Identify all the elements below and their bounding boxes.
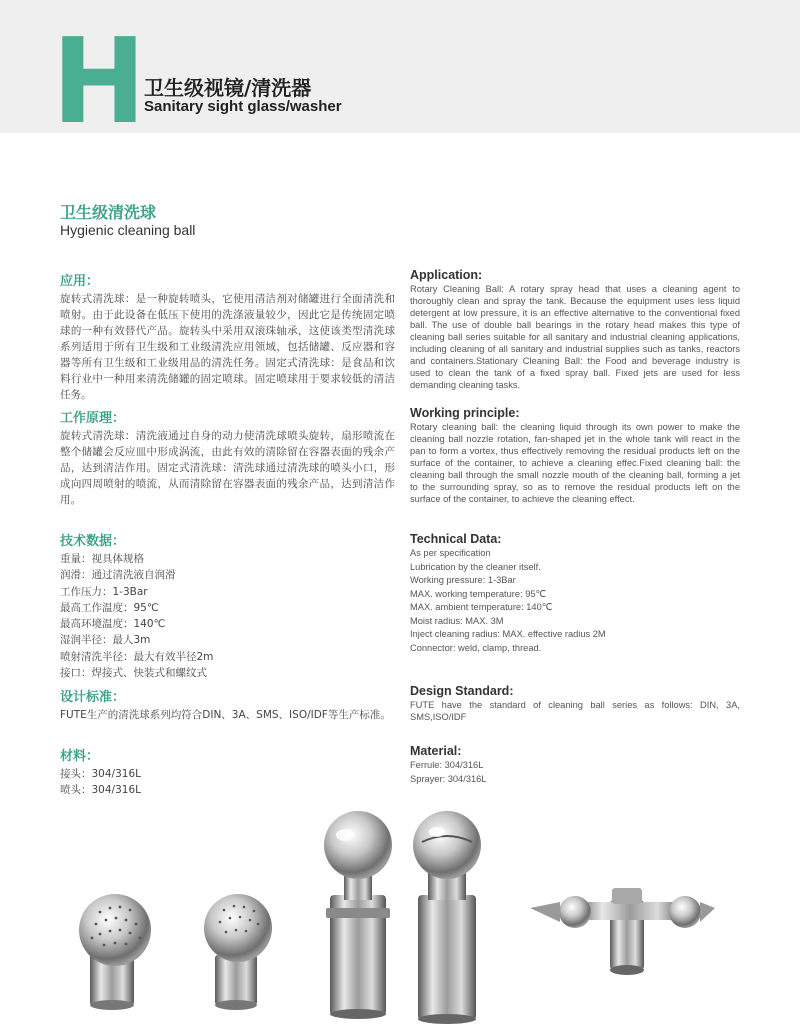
technical-item-cn: 接口：焊接式、快装式和螺纹式	[60, 667, 207, 680]
fixed-spray-ball-1	[79, 894, 151, 1010]
technical-item-en: MAX. working temperature: 95℃	[410, 588, 547, 599]
working-cn	[60, 407, 395, 508]
rotary-spray-ball-1	[324, 811, 392, 1019]
material-item-en: Sprayer: 304/316L	[410, 773, 487, 784]
material-heading-en: Material:	[410, 744, 462, 758]
application-cn	[60, 270, 395, 403]
technical-cn	[60, 530, 395, 681]
application-text-en: Rotary Cleaning Ball: A rotary spray head that uses a cleaning agent to thoroughly clean and spray the tank. Because the equipment uses less liquid detergent at low pressure, it is an effective alternative to the conventional fixed ball. The use of double ball bearings in the rotary head makes this type of cleaning ball series suitable for all sanitary and industrial cleaning applications, including cleaning of all sanitary and industrial supplies such as tanks, reactors and containers.Stationary Cleaning Ball: the Food and beverage industry is used to clean the tank of a fixed spray ball. Fixed jets are used for less demanding cleaning tasks.	[410, 284, 740, 390]
design-heading-cn: 设计标准：	[60, 690, 126, 705]
technical-item-cn: 重量：视具体规格	[60, 553, 144, 565]
material-item-cn: 接头：304/316L	[60, 768, 141, 780]
technical-item-cn: 湿润半径：最人3m	[60, 634, 151, 647]
working-heading-en: Working principle:	[410, 406, 520, 420]
technical-item-cn: 最高工作温度：95℃	[60, 601, 159, 614]
material-item-cn: 喷头：304/316L	[60, 784, 141, 797]
application-heading-en: Application:	[410, 268, 483, 282]
design-cn	[60, 686, 395, 723]
application-heading-cn: 应用：	[60, 274, 100, 289]
product-images	[0, 800, 800, 1029]
technical-item-cn: 最高环境温度：140℃	[60, 618, 166, 631]
rotary-spray-ball-2	[413, 811, 481, 1024]
technical-item-cn: 喷射清洗半径：最大有效半径2m	[60, 650, 214, 663]
section-title-en: Hygienic cleaning ball	[60, 222, 196, 238]
technical-item-cn: 润滑：通过清洗液自润滑	[60, 569, 176, 582]
technical-item-en: Lubrication by the cleaner itself.	[410, 561, 541, 572]
technical-item-cn: 工作压力：1-3Bar	[60, 585, 148, 598]
rotary-jet-head	[530, 888, 715, 975]
technical-heading-cn: 技术数据：	[60, 534, 126, 549]
technical-item-en: Working pressure: 1-3Bar	[410, 575, 516, 585]
material-heading-cn: 材料：	[60, 749, 100, 764]
working-en	[410, 406, 740, 505]
design-text-en: FUTE have the standard of cleaning ball series as follows: DIN, 3A, SMS,ISO/IDF	[410, 700, 740, 722]
chapter-letter: H	[52, 12, 146, 150]
material-item-en: Ferrule: 304/316L	[410, 760, 484, 770]
technical-item-en: Inject cleaning radius: MAX. effective radius 2M	[410, 629, 606, 639]
design-en	[410, 684, 740, 723]
technical-heading-en: Technical Data:	[410, 532, 502, 546]
design-heading-en: Design Standard:	[410, 684, 514, 698]
working-heading-cn: 工作原理：	[60, 411, 126, 426]
application-text-cn: 旋转式清洗球：是一种旋转喷头，它使用清洁剂对储罐进行全面清洗和喷射。由于此设备在低压下使用的洗涤液量较少，因此它是传统固定喷球的一种有效替代产品。旋转头中采用双滚珠轴承，这使该类型清洗球系列适用于所有卫生级和工业级清洗应用领域，包括储罐、反应器和容器等所有卫生级和工业级用品的清洗任务。固定式清洗球：是食品和饮料行业中一种用来清洗储罐的固定喷球。固定喷球用于要求较低的清洁任务。	[60, 293, 395, 401]
fixed-spray-ball-2	[204, 894, 272, 1010]
design-text-cn: FUTE生产的清洗球系列均符合DIN、3A、SMS、ISO/IDF等生产标准。	[60, 709, 391, 721]
header-title-cn: 卫生级视镜/清洗器	[144, 76, 312, 100]
working-text-en: Rotary cleaning ball: the cleaning liquid through its own power to make the cleaning ball nozzle rotation, fan-shaped jet in the whole tank will react in the pan to form a vortex, thus effectively removing the residual products left on the surface of the container, to achieve a cleaning effec.Fixed cleaning ball: the cleaning ball through the small nozzle mouth of the cleaning ball, forming a jet to the surrounding spray, so as to remove the residual products left on the surface of the container, to achieve the cleaning effect.	[410, 422, 740, 504]
header-title-en: Sanitary sight glass/washer	[144, 98, 342, 115]
technical-item-en: Connector: weld, clamp, thread.	[410, 642, 542, 653]
technical-item-en: Moist radius: MAX. 3M	[410, 615, 504, 626]
section-title-cn: 卫生级清洗球	[60, 203, 157, 222]
material-cn	[60, 745, 395, 799]
application-en	[410, 268, 740, 391]
material-en	[410, 744, 740, 786]
technical-item-en: As per specification	[410, 548, 491, 558]
technical-en	[410, 532, 740, 655]
working-text-cn: 旋转式清洗球：清洗液通过自身的动力使清洗球喷头旋转，扇形喷流在整个储罐会反应皿中形成涡流，由此有效的清除留在容器表面的残余产品，达到清洁作用。固定式清洗球：清洗球通过清洗球的喷头小口，形成向四周喷射的喷流，从而清除留在容器表面的残余产品，达到清洁作用。	[60, 430, 395, 506]
technical-item-en: MAX. ambient temperature: 140℃	[410, 602, 553, 612]
